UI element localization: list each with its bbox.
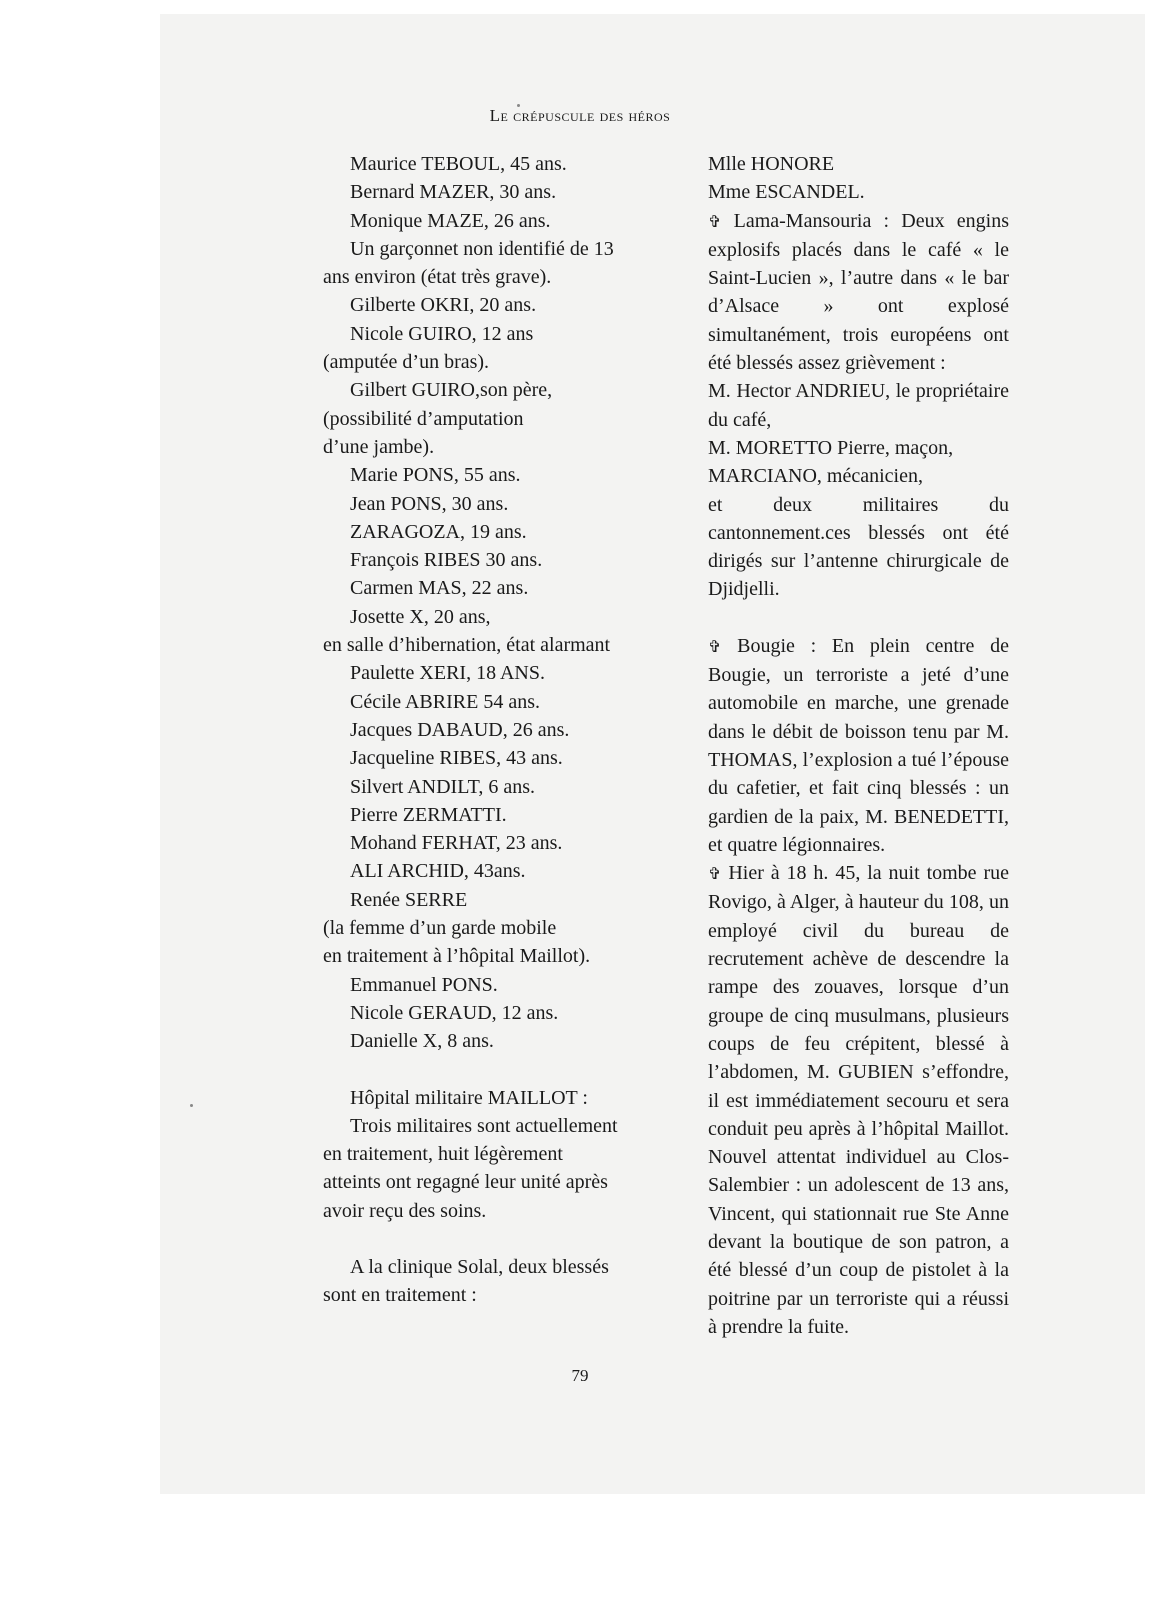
left-line: Carmen MAS, 22 ans. <box>350 577 529 600</box>
page-number: 79 <box>571 1366 589 1385</box>
left-line: Hôpital militaire MAILLOT : <box>350 1086 588 1109</box>
left-line: atteints ont regagné leur unité après <box>323 1171 608 1194</box>
left-line: sont en traitement : <box>323 1284 477 1307</box>
left-line: Jean PONS, 30 ans. <box>350 492 509 515</box>
name-escandel: Mme ESCANDEL. <box>708 181 865 204</box>
left-line: Monique MAZE, 26 ans. <box>350 209 551 232</box>
left-line: Gilbert GUIRO,son père, <box>350 379 553 402</box>
paragraph-gap <box>681 604 1009 632</box>
left-line: Nicole GUIRO, 12 ans <box>350 322 534 345</box>
left-line: en traitement, huit légèrement <box>323 1143 563 1166</box>
left-line: ans environ (état très grave). <box>323 266 552 289</box>
left-line: ALI ARCHID, 43ans. <box>350 860 526 883</box>
left-line: Cécile ABRIRE 54 ans. <box>350 690 540 713</box>
left-line: Josette X, 20 ans, <box>350 605 491 628</box>
left-line: en salle d’hibernation, état alarmant <box>323 634 611 657</box>
left-line: en traitement à l’hôpital Maillot). <box>323 945 591 968</box>
left-line: Maurice TEBOUL, 45 ans. <box>350 153 567 175</box>
left-line: Danielle X, 8 ans. <box>350 1030 494 1053</box>
left-column <box>323 150 653 1310</box>
left-line: Bernard MAZER, 30 ans. <box>350 181 557 204</box>
cross-icon: ✞ <box>708 211 722 231</box>
name-honore: Mlle HONORE <box>708 153 835 175</box>
left-line: ZARAGOZA, 19 ans. <box>350 520 527 543</box>
bougie-text: Bougie : En plein centre de Bougie, un terroriste a jeté d’une automobile en marche, une grenade dans le débit de boisson tenu par M. THOMAS, l’explosion a tué l’épouse du cafetier, et fait cinq blessés : un gardien de la paix, M. BENEDETTI, et quatre légionnaires. <box>708 634 1010 856</box>
left-line: François RIBES 30 ans. <box>350 549 543 572</box>
left-line: Marie PONS, 55 ans. <box>350 464 521 487</box>
left-line: Gilberte OKRI, 20 ans. <box>350 294 537 317</box>
header-text: Le crépuscule des héros <box>489 106 671 125</box>
paragraph-gap <box>323 1056 653 1084</box>
dust-speck <box>190 1104 193 1107</box>
injured-andrieu: M. Hector ANDRIEU, le propriétaire du café, <box>708 380 1009 431</box>
cross-icon: ✞ <box>708 864 722 884</box>
left-line: Silvert ANDILT, 6 ans. <box>350 775 535 798</box>
left-line: Trois militaires sont actuellement <box>350 1114 618 1137</box>
left-line: Mohand FERHAT, 23 ans. <box>350 832 563 855</box>
left-line: avoir reçu des soins. <box>323 1199 487 1222</box>
right-column <box>681 150 1009 1341</box>
paragraph-lama-mansouria <box>681 207 1009 378</box>
left-line: A la clinique Solal, deux blessés <box>350 1255 609 1278</box>
injured-military: et deux militaires du cantonnement.ces blessés ont été dirigés sur l’antenne chirurgicale de Djidjelli. <box>708 493 1009 601</box>
left-line: (la femme d’un garde mobile <box>323 917 557 940</box>
left-line: Paulette XERI, 18 ANS. <box>350 662 545 685</box>
left-line: Jacques DABAUD, 26 ans. <box>350 718 570 741</box>
alger-text: Hier à 18 h. 45, la nuit tombe rue Rovigo, à Alger, à hauteur du 108, un employé civil du bureau de recrutement achève de descendre la rampe des zouaves, lorsque d’un groupe de cinq musulmans, plusieurs coups de feu crépitent, blessé à l’abdomen, M. GUBIEN s’effondre, il est immédiatement secouru et sera conduit peu après à l’hôpital Maillot. Nouvel attentat individuel au Clos-Salembier : un adolescent de 13 ans, Vincent, qui stationnait rue Ste Anne devant la boutique de son patron, a été blessé d’un coup de pistolet à la poitrine par un terroriste qui a réussi à prendre la fuite. <box>708 862 1009 1338</box>
left-line: Pierre ZERMATTI. <box>350 803 507 826</box>
cross-icon: ✞ <box>708 636 722 656</box>
left-line: d’une jambe). <box>323 435 435 458</box>
injured-moretto: M. MORETTO Pierre, maçon, <box>708 436 954 459</box>
left-line: Un garçonnet non identifié de 13 <box>350 237 614 260</box>
left-line: Renée SERRE <box>350 888 468 911</box>
injured-marciano: MARCIANO, mécanicien, <box>708 465 923 488</box>
lama-text: Lama-Mansouria : Deux engins explosifs placés dans le café « le Saint-Lucien », l’autre dans « le bar d’Alsace » ont explosé simultanément, trois européens ont été blessés assez grièvement : <box>708 209 1010 375</box>
left-line: (amputée d’un bras). <box>323 351 490 374</box>
left-line: (possibilité d’amputation <box>323 407 524 430</box>
paragraph-alger <box>681 859 1009 1341</box>
paragraph-gap <box>323 1225 653 1253</box>
left-line: Jacqueline RIBES, 43 ans. <box>350 747 563 770</box>
left-line: Emmanuel PONS. <box>350 973 498 996</box>
running-header <box>330 106 830 126</box>
paragraph-bougie <box>681 632 1009 859</box>
left-line: Nicole GERAUD, 12 ans. <box>350 1001 559 1024</box>
